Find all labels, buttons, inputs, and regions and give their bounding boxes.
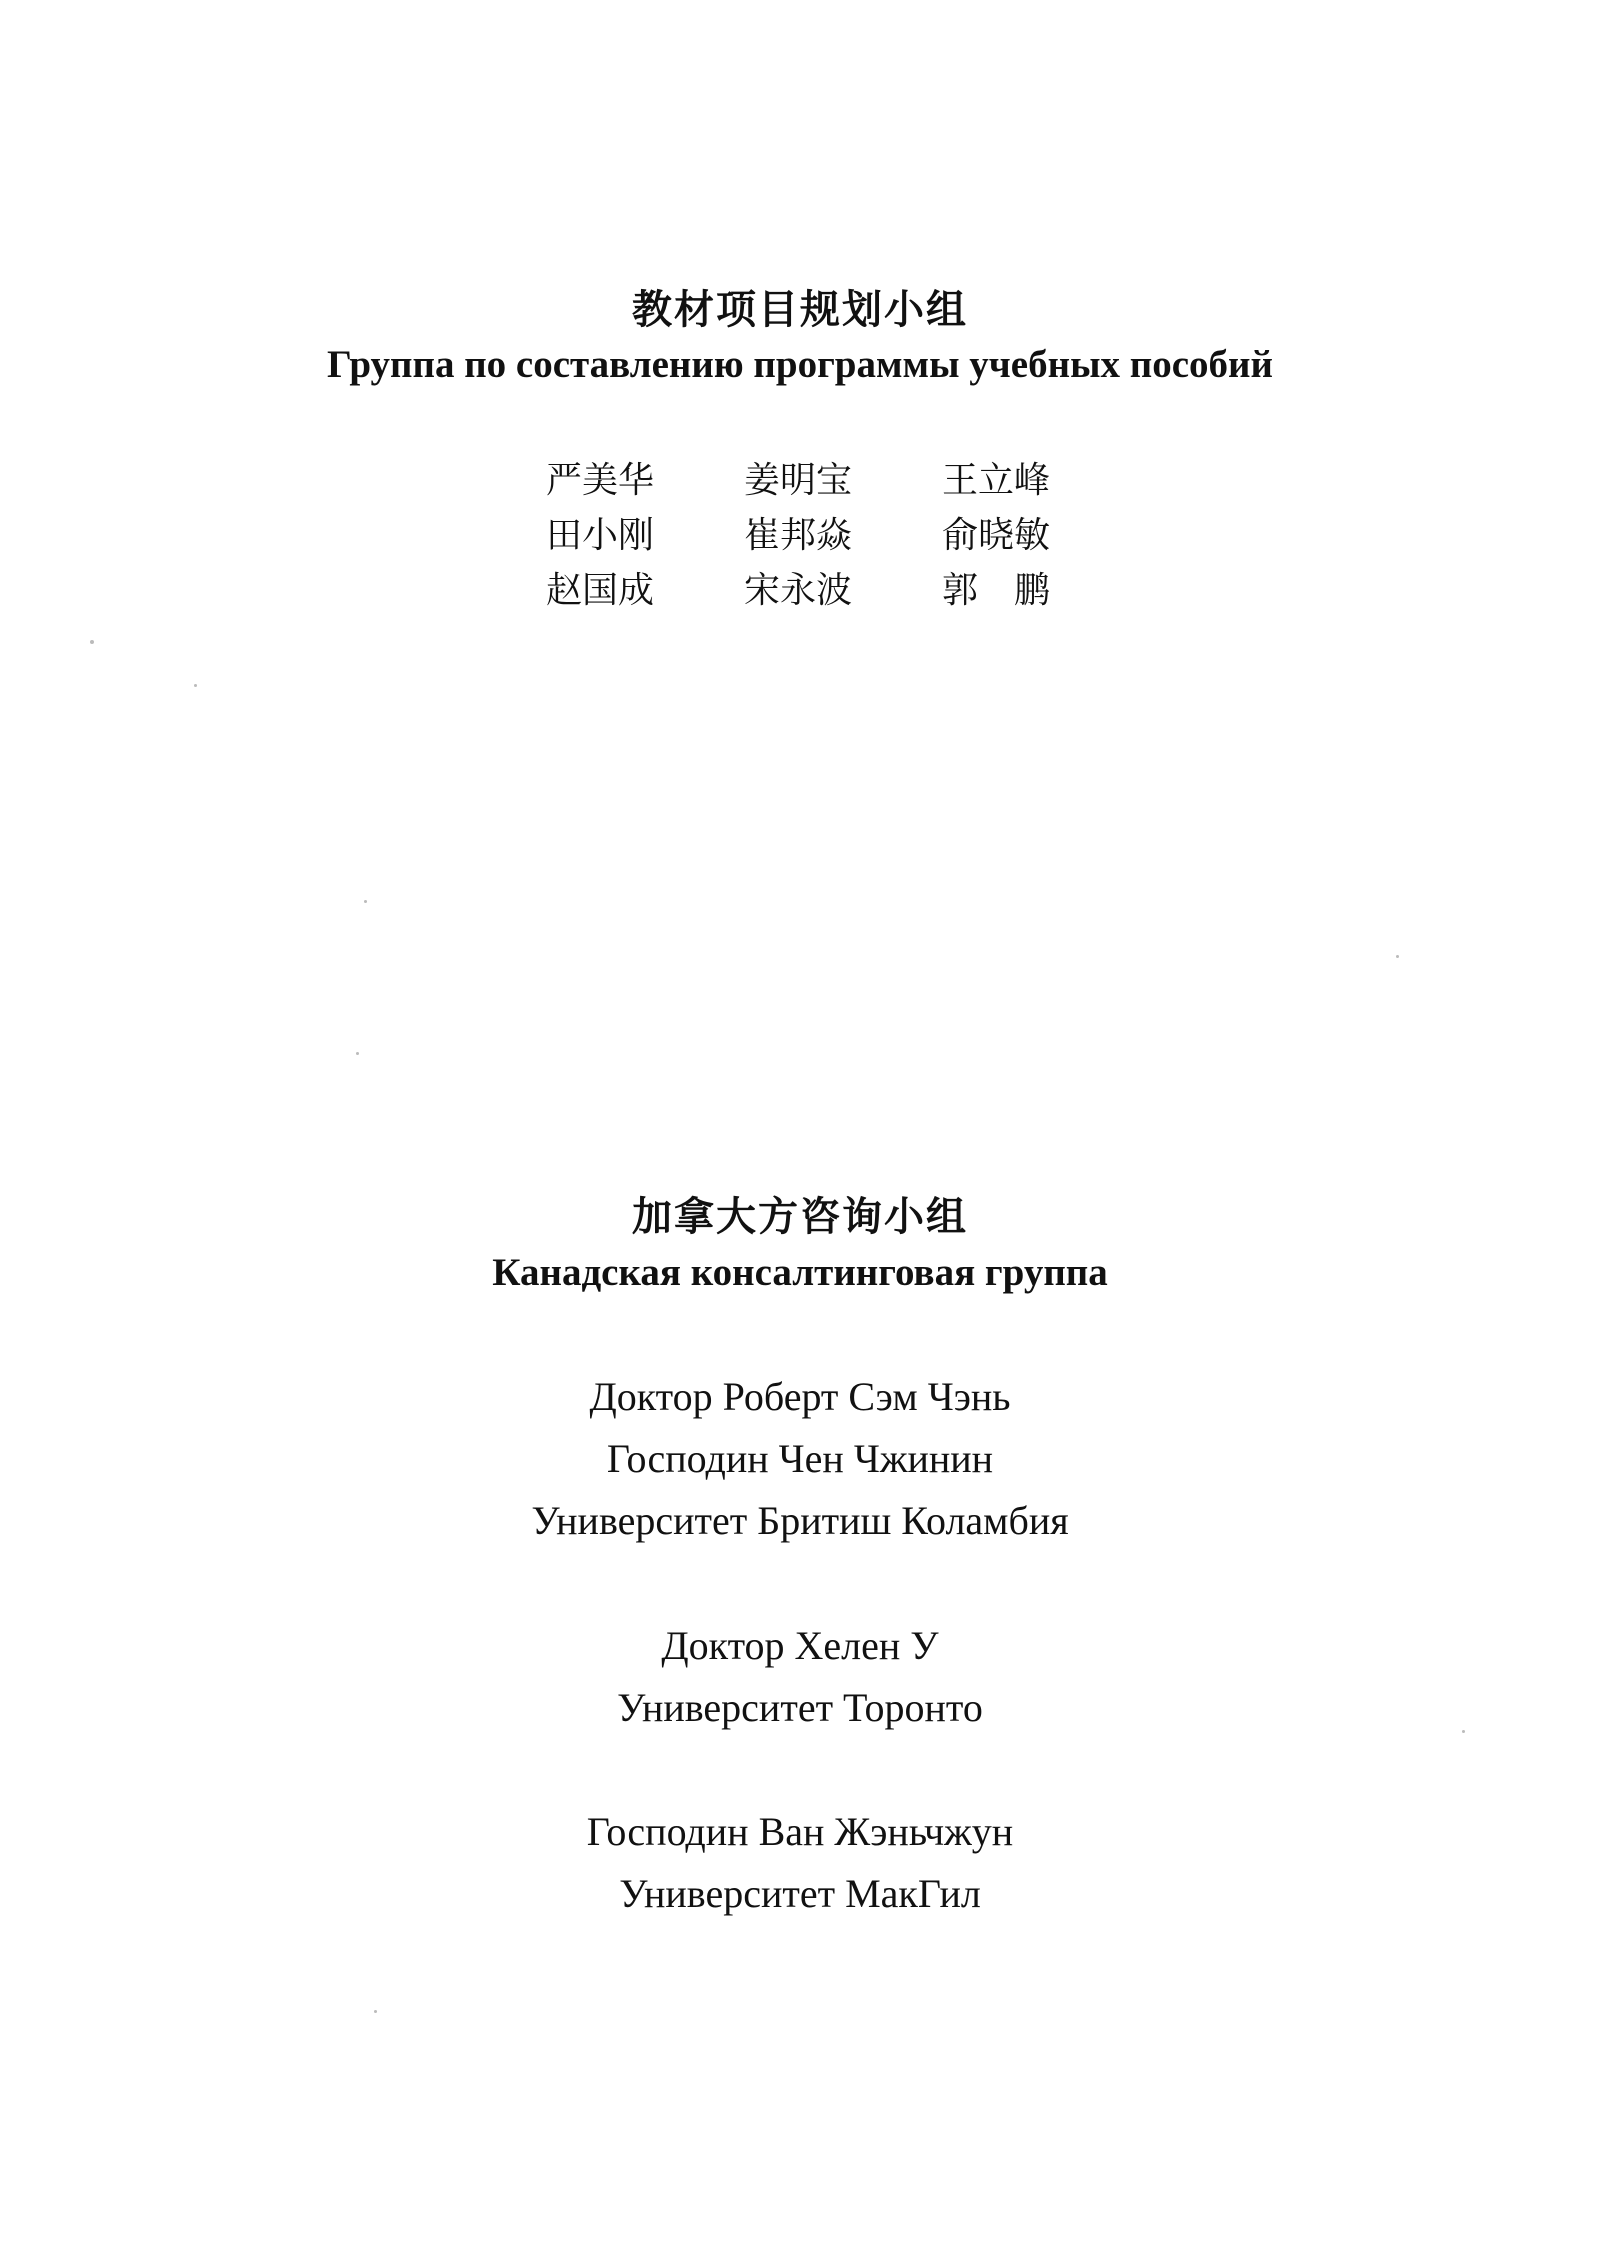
consultant-institution: Университет Бритиш Коламбия	[531, 1498, 1069, 1543]
member-name: 俞晓敏	[942, 515, 1051, 556]
planning-group-title-ru: Группа по составлению программы учебных пособий	[326, 343, 1274, 386]
members-row	[546, 560, 1140, 615]
scan-speck	[90, 640, 94, 644]
scan-speck	[1462, 1730, 1465, 1733]
member-name: 郭 鹏	[942, 570, 1051, 611]
consultant-name: Господин Чен Чжинин	[606, 1436, 994, 1481]
scan-speck	[1396, 955, 1399, 958]
scan-speck	[374, 2010, 377, 2013]
consulting-group-title-ru: Канадская консалтинговая группа	[492, 1251, 1108, 1294]
scan-speck	[356, 1052, 359, 1055]
consultant-name: Доктор Хелен У	[661, 1623, 939, 1668]
member-name: 崔邦焱	[744, 515, 853, 556]
member-name: 严美华	[546, 460, 655, 501]
planning-group-title-cn: 教材项目规划小组	[632, 287, 968, 333]
consultant-name: Доктор Роберт Сэм Чэнь	[589, 1374, 1011, 1419]
consultant-institution: Университет Торонто	[617, 1685, 983, 1730]
members-row	[546, 505, 1140, 560]
consultant-name: Господин Ван Жэньчжун	[586, 1809, 1014, 1854]
members-row	[546, 450, 1140, 505]
member-name: 王立峰	[942, 460, 1051, 501]
scan-speck	[194, 684, 197, 687]
member-name: 姜明宝	[744, 460, 853, 501]
member-name: 赵国成	[546, 570, 655, 611]
planning-group-members	[546, 450, 1140, 615]
member-name: 田小刚	[546, 515, 655, 556]
member-name: 宋永波	[744, 570, 853, 611]
consultant-institution: Университет МакГил	[619, 1871, 981, 1916]
scan-speck	[364, 900, 367, 903]
consulting-group-title-cn: 加拿大方咨询小组	[632, 1194, 968, 1240]
